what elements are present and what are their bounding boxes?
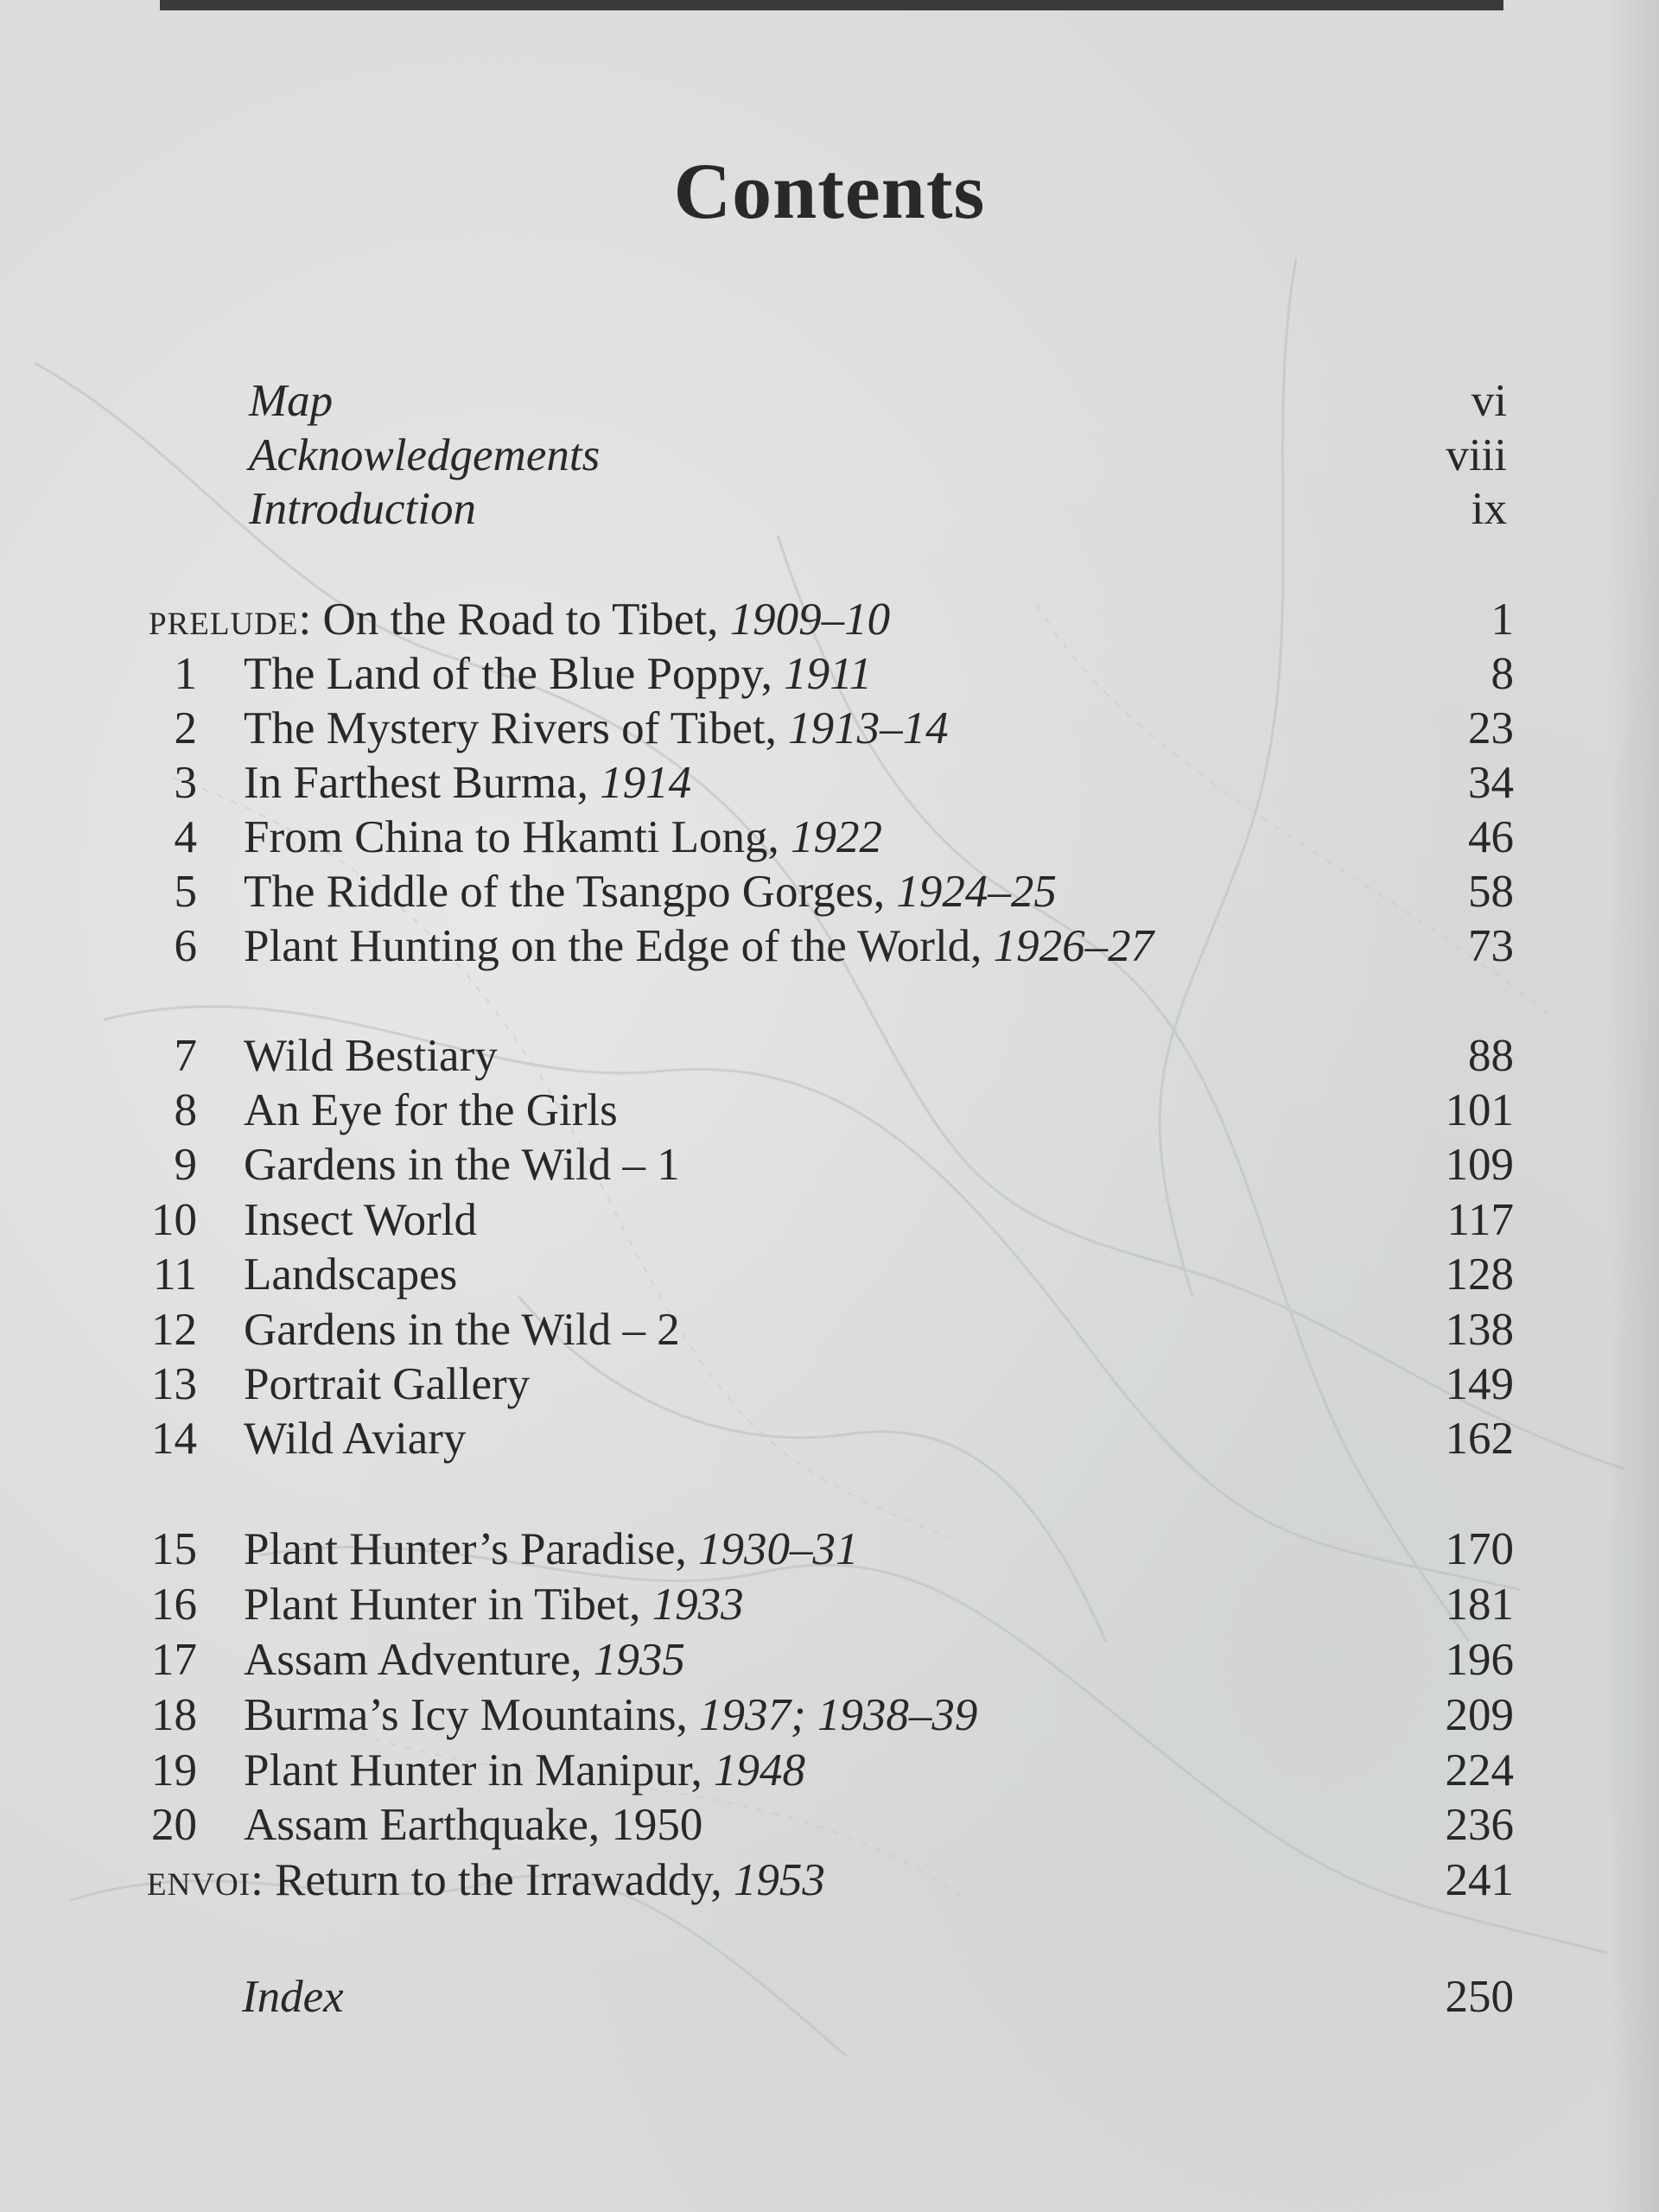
- toc-entry-title: Assam Adventure,: [244, 1635, 594, 1685]
- toc-entry-introduction: [0, 481, 1659, 537]
- toc-entry-title: Wild Aviary: [244, 1414, 467, 1464]
- toc-entry-label: [244, 1632, 685, 1688]
- toc-entry-title: Plant Hunter’s Paradise,: [244, 1524, 698, 1574]
- chapter-number: 6: [174, 921, 197, 971]
- toc-entry-year: 1953: [733, 1855, 825, 1905]
- chapter-number: 20: [151, 1800, 197, 1850]
- toc-entry-label: [244, 646, 872, 702]
- toc-entry-year: 1909–10: [729, 594, 891, 645]
- toc-entry-year: 1948: [714, 1745, 806, 1796]
- toc-entry-label: [244, 1577, 744, 1632]
- toc-entry-label: [244, 1743, 805, 1798]
- toc-entry-title: On the Road to Tibet,: [322, 594, 730, 645]
- toc-entry-page: 209: [1445, 1690, 1514, 1740]
- toc-entry-map: [0, 373, 1659, 429]
- toc-entry-chapter-4: [0, 810, 1659, 865]
- toc-entry-page: 162: [1445, 1414, 1514, 1464]
- chapter-number: 16: [151, 1580, 197, 1630]
- chapter-number: 7: [174, 1031, 197, 1081]
- toc-entry-chapter-8: [0, 1083, 1659, 1138]
- toc-entry-label: Acknowledgements: [249, 430, 601, 480]
- toc-entry-chapter-7: [0, 1028, 1659, 1084]
- toc-entry-label: [244, 810, 882, 865]
- prefix-separator: :: [298, 594, 323, 645]
- top-rule: [160, 0, 1503, 10]
- chapter-number: 10: [151, 1195, 197, 1245]
- toc-entry-title: The Riddle of the Tsangpo Gorges,: [244, 867, 897, 917]
- toc-entry-chapter-18: [0, 1688, 1659, 1743]
- toc-entry-chapter-5: [0, 864, 1659, 919]
- toc-entry-index: [0, 1969, 1659, 2024]
- toc-entry-chapter-1: [0, 646, 1659, 702]
- chapter-number: 9: [174, 1140, 197, 1190]
- chapter-number: 15: [151, 1524, 197, 1574]
- toc-entry-label: [149, 592, 890, 652]
- toc-entry-page: 88: [1468, 1031, 1514, 1081]
- chapter-number: 13: [151, 1359, 197, 1409]
- chapter-number: 1: [174, 649, 197, 699]
- toc-entry-page: viii: [1446, 430, 1507, 480]
- toc-entry-page: 73: [1468, 921, 1514, 971]
- toc-entry-chapter-15: [0, 1522, 1659, 1577]
- toc-entry-envoi: [0, 1853, 1659, 1908]
- toc-entry-title: Assam Earthquake, 1950: [244, 1800, 703, 1850]
- toc-entry-year: 1937; 1938–39: [699, 1690, 978, 1740]
- toc-entry-title: Return to the Irrawaddy,: [275, 1855, 734, 1905]
- toc-entry-page: 109: [1445, 1140, 1514, 1190]
- toc-entry-year: 1924–25: [896, 867, 1057, 917]
- chapter-number: 5: [174, 867, 197, 917]
- toc-entry-label: Map: [249, 376, 334, 426]
- toc-entry-title: Gardens in the Wild – 1: [244, 1140, 680, 1190]
- toc-entry-chapter-12: [0, 1302, 1659, 1357]
- chapter-number: 12: [151, 1305, 197, 1355]
- toc-entry-year: 1911: [784, 649, 873, 699]
- toc-entry-label: [244, 701, 949, 756]
- toc-entry-chapter-19: [0, 1743, 1659, 1798]
- toc-entry-chapter-20: [0, 1797, 1659, 1853]
- toc-entry-title: Plant Hunter in Manipur,: [244, 1745, 715, 1796]
- toc-entry-year: 1933: [652, 1580, 744, 1630]
- toc-entry-chapter-3: [0, 755, 1659, 810]
- toc-entry-page: 23: [1468, 703, 1514, 753]
- toc-entry-page: 1: [1491, 594, 1514, 645]
- toc-entry-label: [244, 918, 1154, 974]
- toc-entry-year: 1922: [791, 812, 883, 862]
- toc-entry-page: 34: [1468, 758, 1514, 808]
- toc-entry-title: Wild Bestiary: [244, 1031, 498, 1081]
- chapter-number: 3: [174, 758, 197, 808]
- toc-entry-year: 1913–14: [788, 703, 949, 753]
- toc-entry-title: The Land of the Blue Poppy,: [244, 649, 785, 699]
- toc-entry-page: 181: [1445, 1580, 1514, 1630]
- toc-entry-chapter-17: [0, 1632, 1659, 1688]
- toc-entry-label: Index: [242, 1972, 344, 2022]
- toc-entry-page: 8: [1491, 649, 1514, 699]
- toc-entry-page: 196: [1445, 1635, 1514, 1685]
- toc-entry-label: [147, 1853, 825, 1913]
- toc-entry-chapter-6: [0, 918, 1659, 974]
- toc-entry-page: 224: [1445, 1745, 1514, 1796]
- chapter-number: 17: [151, 1635, 197, 1685]
- toc-entry-page: 117: [1446, 1195, 1514, 1245]
- toc-entry-page: ix: [1471, 484, 1507, 534]
- toc-entry-page: 46: [1468, 812, 1514, 862]
- prelude-prefix: PRELUDE: [149, 607, 299, 642]
- toc-entry-title: Burma’s Icy Mountains,: [244, 1690, 699, 1740]
- toc-entry-chapter-2: [0, 701, 1659, 756]
- toc-entry-title: Gardens in the Wild – 2: [244, 1305, 680, 1355]
- toc-entry-prelude: [0, 592, 1659, 647]
- toc-entry-page: vi: [1471, 376, 1507, 426]
- toc-entry-title: Landscapes: [244, 1249, 458, 1300]
- chapter-number: 11: [152, 1249, 197, 1300]
- toc-entry-page: 250: [1445, 1972, 1514, 2022]
- page-title: Contents: [673, 147, 986, 235]
- toc-entry-label: [244, 755, 691, 810]
- toc-entry-chapter-11: [0, 1247, 1659, 1302]
- toc-entry-chapter-10: [0, 1192, 1659, 1248]
- toc-entry-page: 101: [1445, 1085, 1514, 1135]
- chapter-number: 19: [151, 1745, 197, 1796]
- toc-entry-year: 1914: [600, 758, 692, 808]
- chapter-number: 8: [174, 1085, 197, 1135]
- toc-entry-chapter-13: [0, 1357, 1659, 1412]
- toc-entry-title: In Farthest Burma,: [244, 758, 601, 808]
- toc-entry-title: Plant Hunting on the Edge of the World,: [244, 921, 994, 971]
- toc-entry-title: Plant Hunter in Tibet,: [244, 1580, 652, 1630]
- toc-entry-chapter-14: [0, 1411, 1659, 1466]
- toc-entry-label: [244, 864, 1057, 919]
- toc-entry-page: 138: [1445, 1305, 1514, 1355]
- toc-entry-page: 236: [1445, 1800, 1514, 1850]
- chapter-number: 14: [151, 1414, 197, 1464]
- toc-entry-title: Portrait Gallery: [244, 1359, 531, 1409]
- toc-entry-acknowledgements: [0, 428, 1659, 483]
- toc-entry-page: 241: [1445, 1855, 1514, 1905]
- toc-entry-year: 1935: [593, 1635, 685, 1685]
- toc-entry-title: From China to Hkamti Long,: [244, 812, 791, 862]
- prefix-separator: :: [251, 1855, 276, 1905]
- toc-entry-title: Insect World: [244, 1195, 477, 1245]
- toc-entry-chapter-9: [0, 1137, 1659, 1192]
- toc-entry-page: 58: [1468, 867, 1514, 917]
- toc-entry-label: [244, 1522, 859, 1577]
- toc-entry-chapter-16: [0, 1577, 1659, 1632]
- toc-entry-year: 1926–27: [993, 921, 1154, 971]
- chapter-number: 18: [151, 1690, 197, 1740]
- toc-entry-year: 1930–31: [698, 1524, 859, 1574]
- toc-entry-page: 170: [1445, 1524, 1514, 1574]
- chapter-number: 4: [174, 812, 197, 862]
- chapter-number: 2: [174, 703, 197, 753]
- envoi-prefix: ENVOI: [147, 1867, 251, 1903]
- toc-entry-label: [244, 1688, 977, 1743]
- toc-entry-page: 128: [1445, 1249, 1514, 1300]
- toc-entry-label: Introduction: [249, 484, 477, 534]
- toc-entry-title: The Mystery Rivers of Tibet,: [244, 703, 789, 753]
- toc-entry-title: An Eye for the Girls: [244, 1085, 618, 1135]
- toc-entry-page: 149: [1445, 1359, 1514, 1409]
